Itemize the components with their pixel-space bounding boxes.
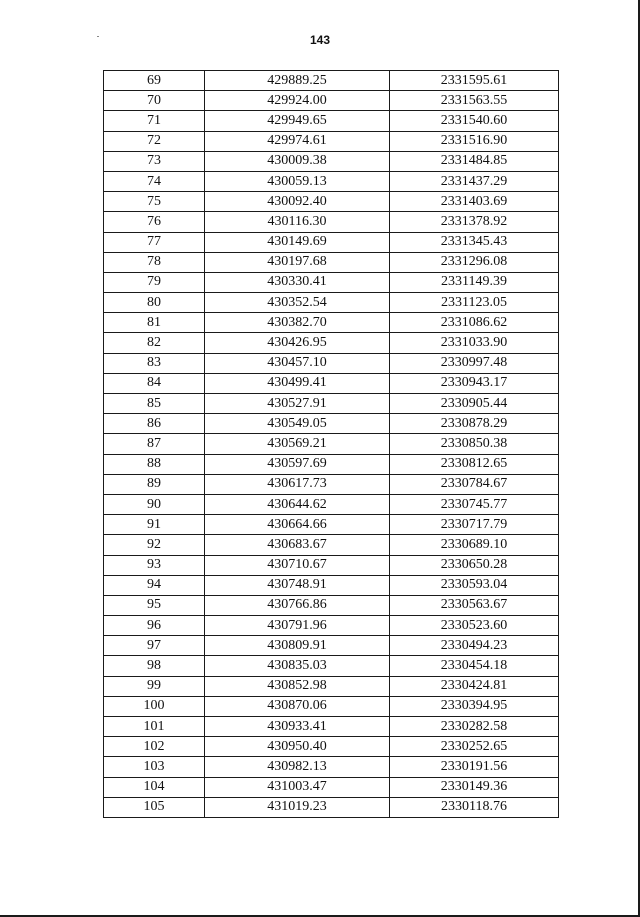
table-row <box>104 192 559 212</box>
x-coordinate-cell: 430933.41 <box>205 717 390 737</box>
x-coordinate-cell: 430766.86 <box>205 595 390 615</box>
table-row <box>104 353 559 373</box>
y-coordinate-cell: 2331033.90 <box>390 333 559 353</box>
table-row <box>104 71 559 91</box>
x-coordinate-cell: 430569.21 <box>205 434 390 454</box>
x-coordinate-cell: 430009.38 <box>205 151 390 171</box>
y-coordinate-cell: 2330394.95 <box>390 696 559 716</box>
point-number-cell: 104 <box>104 777 205 797</box>
x-coordinate-cell: 430644.62 <box>205 494 390 514</box>
table-row <box>104 616 559 636</box>
y-coordinate-cell: 2330149.36 <box>390 777 559 797</box>
y-coordinate-cell: 2330689.10 <box>390 535 559 555</box>
y-coordinate-cell: 2330424.81 <box>390 676 559 696</box>
table-row <box>104 676 559 696</box>
y-coordinate-cell: 2331149.39 <box>390 272 559 292</box>
x-coordinate-cell: 430527.91 <box>205 394 390 414</box>
y-coordinate-cell: 2330191.56 <box>390 757 559 777</box>
table-row <box>104 111 559 131</box>
table-row <box>104 293 559 313</box>
table-row <box>104 656 559 676</box>
y-coordinate-cell: 2330494.23 <box>390 636 559 656</box>
y-coordinate-cell: 2330745.77 <box>390 494 559 514</box>
x-coordinate-cell: 430710.67 <box>205 555 390 575</box>
x-coordinate-cell: 430149.69 <box>205 232 390 252</box>
point-number-cell: 81 <box>104 313 205 333</box>
table-row <box>104 636 559 656</box>
point-number-cell: 82 <box>104 333 205 353</box>
table-row <box>104 91 559 111</box>
point-number-cell: 75 <box>104 192 205 212</box>
table-row <box>104 717 559 737</box>
table-row <box>104 454 559 474</box>
x-coordinate-cell: 430835.03 <box>205 656 390 676</box>
x-coordinate-cell: 430457.10 <box>205 353 390 373</box>
point-number-cell: 92 <box>104 535 205 555</box>
point-number-cell: 84 <box>104 373 205 393</box>
x-coordinate-cell: 429889.25 <box>205 71 390 91</box>
point-number-cell: 91 <box>104 515 205 535</box>
table-row <box>104 394 559 414</box>
x-coordinate-cell: 430092.40 <box>205 192 390 212</box>
point-number-cell: 69 <box>104 71 205 91</box>
y-coordinate-cell: 2330650.28 <box>390 555 559 575</box>
x-coordinate-cell: 430549.05 <box>205 414 390 434</box>
x-coordinate-cell: 430426.95 <box>205 333 390 353</box>
y-coordinate-cell: 2331378.92 <box>390 212 559 232</box>
point-number-cell: 77 <box>104 232 205 252</box>
point-number-cell: 89 <box>104 474 205 494</box>
x-coordinate-cell: 430809.91 <box>205 636 390 656</box>
table-row <box>104 414 559 434</box>
y-coordinate-cell: 2330454.18 <box>390 656 559 676</box>
y-coordinate-cell: 2331540.60 <box>390 111 559 131</box>
y-coordinate-cell: 2330812.65 <box>390 454 559 474</box>
point-number-cell: 94 <box>104 575 205 595</box>
y-coordinate-cell: 2331595.61 <box>390 71 559 91</box>
table-row <box>104 797 559 817</box>
table-row <box>104 575 559 595</box>
point-number-cell: 79 <box>104 272 205 292</box>
point-number-cell: 72 <box>104 131 205 151</box>
x-coordinate-cell: 430197.68 <box>205 252 390 272</box>
table-row <box>104 171 559 191</box>
x-coordinate-cell: 429974.61 <box>205 131 390 151</box>
table-row <box>104 474 559 494</box>
table-row <box>104 757 559 777</box>
y-coordinate-cell: 2330717.79 <box>390 515 559 535</box>
page-number: 143 <box>309 33 331 47</box>
y-coordinate-cell: 2331296.08 <box>390 252 559 272</box>
point-number-cell: 105 <box>104 797 205 817</box>
x-coordinate-cell: 431019.23 <box>205 797 390 817</box>
table-row <box>104 212 559 232</box>
y-coordinate-cell: 2331345.43 <box>390 232 559 252</box>
table-row <box>104 737 559 757</box>
point-number-cell: 85 <box>104 394 205 414</box>
y-coordinate-cell: 2330905.44 <box>390 394 559 414</box>
point-number-cell: 74 <box>104 171 205 191</box>
x-coordinate-cell: 430870.06 <box>205 696 390 716</box>
table-row <box>104 494 559 514</box>
y-coordinate-cell: 2330118.76 <box>390 797 559 817</box>
y-coordinate-cell: 2330943.17 <box>390 373 559 393</box>
point-number-cell: 97 <box>104 636 205 656</box>
y-coordinate-cell: 2330252.65 <box>390 737 559 757</box>
y-coordinate-cell: 2331437.29 <box>390 171 559 191</box>
y-coordinate-cell: 2330997.48 <box>390 353 559 373</box>
y-coordinate-cell: 2331086.62 <box>390 313 559 333</box>
y-coordinate-cell: 2331563.55 <box>390 91 559 111</box>
coordinates-table <box>103 70 559 818</box>
x-coordinate-cell: 430852.98 <box>205 676 390 696</box>
point-number-cell: 78 <box>104 252 205 272</box>
point-number-cell: 93 <box>104 555 205 575</box>
point-number-cell: 98 <box>104 656 205 676</box>
y-coordinate-cell: 2331403.69 <box>390 192 559 212</box>
point-number-cell: 95 <box>104 595 205 615</box>
y-coordinate-cell: 2331516.90 <box>390 131 559 151</box>
point-number-cell: 70 <box>104 91 205 111</box>
coordinates-table-body <box>104 71 559 818</box>
x-coordinate-cell: 430499.41 <box>205 373 390 393</box>
x-coordinate-cell: 431003.47 <box>205 777 390 797</box>
table-row <box>104 373 559 393</box>
x-coordinate-cell: 430683.67 <box>205 535 390 555</box>
table-row <box>104 595 559 615</box>
point-number-cell: 101 <box>104 717 205 737</box>
table-row <box>104 333 559 353</box>
x-coordinate-cell: 430116.30 <box>205 212 390 232</box>
x-coordinate-cell: 430617.73 <box>205 474 390 494</box>
y-coordinate-cell: 2330850.38 <box>390 434 559 454</box>
x-coordinate-cell: 429949.65 <box>205 111 390 131</box>
y-coordinate-cell: 2330878.29 <box>390 414 559 434</box>
point-number-cell: 96 <box>104 616 205 636</box>
table-row <box>104 232 559 252</box>
x-coordinate-cell: 430748.91 <box>205 575 390 595</box>
y-coordinate-cell: 2330563.67 <box>390 595 559 615</box>
point-number-cell: 99 <box>104 676 205 696</box>
table-row <box>104 535 559 555</box>
x-coordinate-cell: 430791.96 <box>205 616 390 636</box>
x-coordinate-cell: 429924.00 <box>205 91 390 111</box>
y-coordinate-cell: 2330282.58 <box>390 717 559 737</box>
x-coordinate-cell: 430982.13 <box>205 757 390 777</box>
table-row <box>104 272 559 292</box>
point-number-cell: 86 <box>104 414 205 434</box>
point-number-cell: 90 <box>104 494 205 514</box>
point-number-cell: 71 <box>104 111 205 131</box>
x-coordinate-cell: 430950.40 <box>205 737 390 757</box>
point-number-cell: 100 <box>104 696 205 716</box>
x-coordinate-cell: 430059.13 <box>205 171 390 191</box>
point-number-cell: 80 <box>104 293 205 313</box>
table-row <box>104 313 559 333</box>
point-number-cell: 83 <box>104 353 205 373</box>
table-row <box>104 777 559 797</box>
y-coordinate-cell: 2331123.05 <box>390 293 559 313</box>
y-coordinate-cell: 2330523.60 <box>390 616 559 636</box>
table-row <box>104 515 559 535</box>
point-number-cell: 103 <box>104 757 205 777</box>
x-coordinate-cell: 430597.69 <box>205 454 390 474</box>
table-row <box>104 434 559 454</box>
table-row <box>104 131 559 151</box>
point-number-cell: 88 <box>104 454 205 474</box>
table-row <box>104 151 559 171</box>
table-row <box>104 696 559 716</box>
x-coordinate-cell: 430352.54 <box>205 293 390 313</box>
y-coordinate-cell: 2331484.85 <box>390 151 559 171</box>
x-coordinate-cell: 430664.66 <box>205 515 390 535</box>
y-coordinate-cell: 2330784.67 <box>390 474 559 494</box>
point-number-cell: 102 <box>104 737 205 757</box>
x-coordinate-cell: 430330.41 <box>205 272 390 292</box>
y-coordinate-cell: 2330593.04 <box>390 575 559 595</box>
point-number-cell: 73 <box>104 151 205 171</box>
table-row <box>104 555 559 575</box>
point-number-cell: 76 <box>104 212 205 232</box>
table-row <box>104 252 559 272</box>
point-number-cell: 87 <box>104 434 205 454</box>
x-coordinate-cell: 430382.70 <box>205 313 390 333</box>
